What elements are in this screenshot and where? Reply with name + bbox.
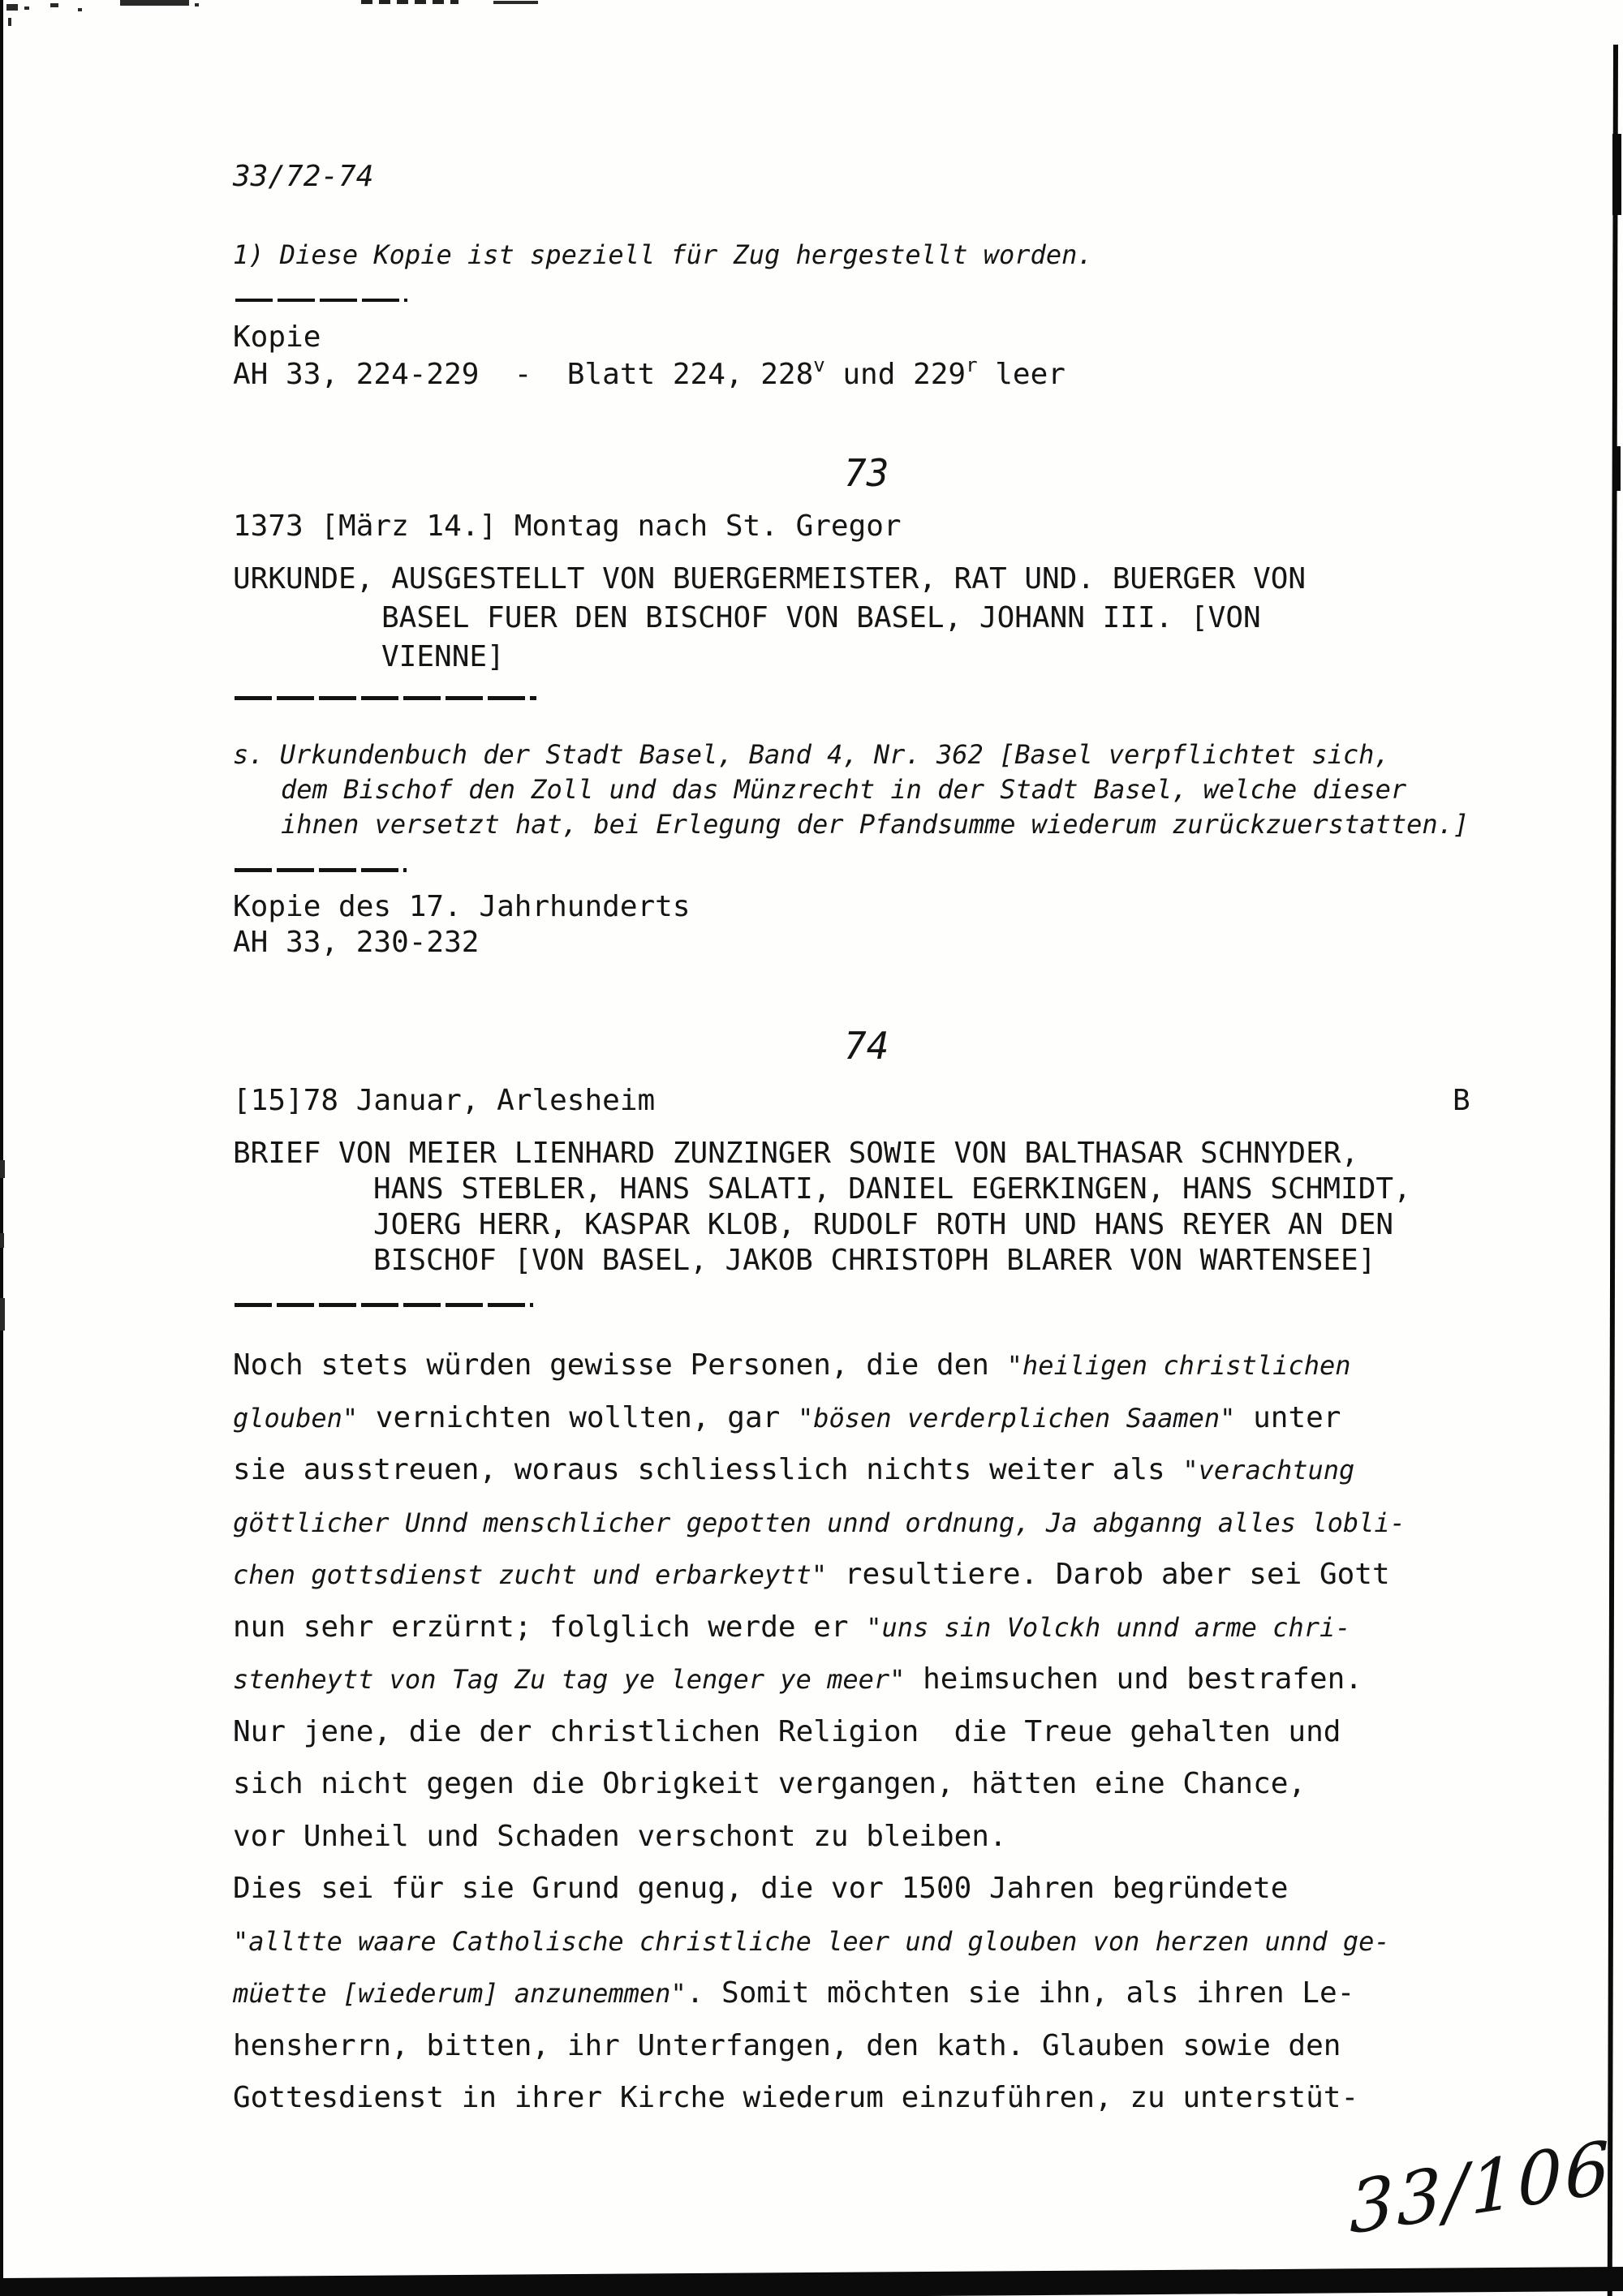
scan-noise: [6, 4, 18, 11]
entry-74-title-line: HANS STEBLER, HANS SALATI, DANIEL EGERKINGEN, HANS SCHMIDT,: [373, 1172, 1411, 1206]
plain-text: Noch stets würden gewisse Personen, die den: [233, 1348, 1007, 1382]
plain-text: Nur jene, die der christlichen Religion die Treue gehalten und: [233, 1714, 1341, 1748]
plain-text: sie ausstreuen, woraus schliesslich nichts weiter als: [233, 1453, 1183, 1486]
copy-label: Kopie: [233, 320, 321, 354]
quoted-source-text: "heiligen christlichen: [1006, 1350, 1351, 1381]
body-text-line: [233, 1915, 1450, 1968]
entry-74-date: [15]78 Januar, Arlesheim: [233, 1084, 656, 1117]
entry-74-title-line: BRIEF VON MEIER LIENHARD ZUNZINGER SOWIE VON BALTHASAR SCHNYDER,: [233, 1137, 1359, 1170]
plain-text: Dies sei für sie Grund genug, die vor 1500 Jahren begründete: [233, 1872, 1289, 1905]
plain-text: resultiere. Darob aber sei Gott: [827, 1558, 1390, 1591]
body-text-line: [233, 1758, 1450, 1811]
quoted-source-text: glouben": [233, 1402, 359, 1434]
scan-noise: [493, 1, 538, 4]
scan-bottom-border: [0, 2267, 1623, 2296]
superscript-text: r: [966, 354, 978, 376]
body-text-line: [233, 1549, 1450, 1602]
divider-rule: [235, 1303, 533, 1307]
quoted-source-text: "bösen verderplichen Saamen": [797, 1402, 1236, 1434]
entry-74-marginal-letter: B: [1453, 1084, 1470, 1117]
body-text-line: [233, 1497, 1450, 1550]
ref-number: 33/72-74: [233, 160, 374, 193]
plain-text: sich nicht gegen die Obrigkeit vergangen, hätten eine Chance,: [233, 1767, 1307, 1800]
plain-text: vernichten wollten, gar: [358, 1400, 798, 1434]
entry-73-title-line: BASEL FUER DEN BISCHOF VON BASEL, JOHANN III. [VON: [381, 601, 1261, 634]
copy-footnote: 1) Diese Kopie ist speziell für Zug hergestellt worden.: [233, 239, 1093, 270]
quoted-source-text: göttlicher Unnd menschlicher gepotten unnd ordnung, Ja abganng alles lobli-: [233, 1507, 1406, 1538]
scan-noise: [0, 1298, 5, 1331]
copy-shelfmark: [233, 354, 1065, 391]
entry-73-reference-line: s. Urkundenbuch der Stadt Basel, Band 4, Nr. 362 [Basel verpflichtet sich,: [233, 739, 1390, 770]
divider-rule: [235, 299, 407, 302]
entry-73-date: 1373 [März 14.] Montag nach St. Gregor: [233, 510, 902, 543]
entry-74-title-line: BISCHOF [VON BASEL, JAKOB CHRISTOPH BLARER VON WARTENSEE]: [373, 1244, 1376, 1277]
body-text-line: [233, 1602, 1450, 1654]
quoted-source-text: "uns sin Volckh unnd arme chri-: [866, 1611, 1351, 1643]
plain-text: vor Unheil und Schaden verschont zu bleiben.: [233, 1819, 1007, 1853]
plain-text: leer: [977, 358, 1065, 391]
scan-noise: [0, 1233, 4, 1248]
scan-noise: [24, 6, 29, 10]
divider-rule: [235, 696, 536, 700]
entry-74-body: [233, 1339, 1450, 2125]
plain-text: Gottesdienst in ihrer Kirche wiederum einzuführen, zu unterstüt-: [233, 2081, 1359, 2114]
scan-noise: [361, 0, 458, 4]
plain-text: hensherrn, bitten, ihr Unterfangen, den kath. Glauben sowie den: [233, 2028, 1341, 2062]
entry-73-shelfmark: AH 33, 230-232: [233, 926, 480, 959]
body-text-line: [233, 1653, 1450, 1706]
body-text-line: [233, 1392, 1450, 1445]
quoted-source-text: stenheytt von Tag Zu tag ye lenger ye meer": [233, 1664, 906, 1695]
body-text-line: [233, 1339, 1450, 1392]
plain-text: unter: [1235, 1400, 1341, 1434]
scan-noise: [50, 3, 58, 7]
body-text-line: [233, 2020, 1450, 2073]
plain-text: und 229: [824, 358, 966, 391]
scan-noise: [120, 0, 189, 6]
plain-text: AH 33, 224-229 - Blatt 224, 228: [233, 358, 814, 391]
scan-noise: [195, 3, 199, 6]
entry-74-number: 74: [844, 1024, 889, 1068]
scan-left-border: [0, 0, 3, 2296]
body-text-line: [233, 1706, 1450, 1759]
scan-right-border-blob: [1613, 446, 1621, 491]
entry-74-title-line: JOERG HERR, KASPAR KLOB, RUDOLF ROTH UND HANS REYER AN DEN: [373, 1208, 1394, 1241]
body-text-line: [233, 1863, 1450, 1915]
quoted-source-text: "verachtung: [1182, 1455, 1355, 1486]
divider-rule: [235, 868, 407, 872]
scan-noise: [78, 8, 82, 11]
quoted-source-text: "alltte waare Catholische christliche leer und glouben von herzen unnd ge-: [233, 1925, 1390, 1957]
superscript-text: v: [813, 354, 825, 376]
entry-73-reference-line: dem Bischof den Zoll und das Münzrecht in der Stadt Basel, welche dieser: [281, 774, 1407, 805]
entry-73-title-line: VIENNE]: [381, 640, 505, 673]
plain-text: nun sehr erzürnt; folglich werde er: [233, 1610, 867, 1644]
scan-noise: [0, 1160, 5, 1178]
entry-73-title-line: URKUNDE, AUSGESTELLT VON BUERGERMEISTER, RAT UND. BUERGER VON: [233, 562, 1307, 595]
quoted-source-text: müette [wiederum] anzunemmen": [233, 1978, 687, 2009]
entry-73-number: 73: [844, 451, 889, 495]
body-text-line: [233, 1444, 1450, 1497]
plain-text: . Somit möchten sie ihn, als ihren Le-: [686, 1976, 1355, 2010]
entry-73-copy-label: Kopie des 17. Jahrhunderts: [233, 890, 691, 923]
entry-73-reference-line: ihnen versetzt hat, bei Erlegung der Pfandsumme wiederum zurückzuerstatten.]: [281, 809, 1470, 840]
plain-text: heimsuchen und bestrafen.: [905, 1662, 1363, 1696]
scan-noise: [8, 18, 11, 26]
body-text-line: [233, 1967, 1450, 2020]
handwritten-page-number: 33/106: [1348, 2124, 1613, 2251]
body-text-line: [233, 2072, 1450, 2125]
quoted-source-text: chen gottsdienst zucht und erbarkeytt": [233, 1559, 828, 1590]
body-text-line: [233, 1811, 1450, 1864]
scan-right-border-blob: [1612, 134, 1621, 215]
scan-right-border: [1608, 45, 1618, 2296]
